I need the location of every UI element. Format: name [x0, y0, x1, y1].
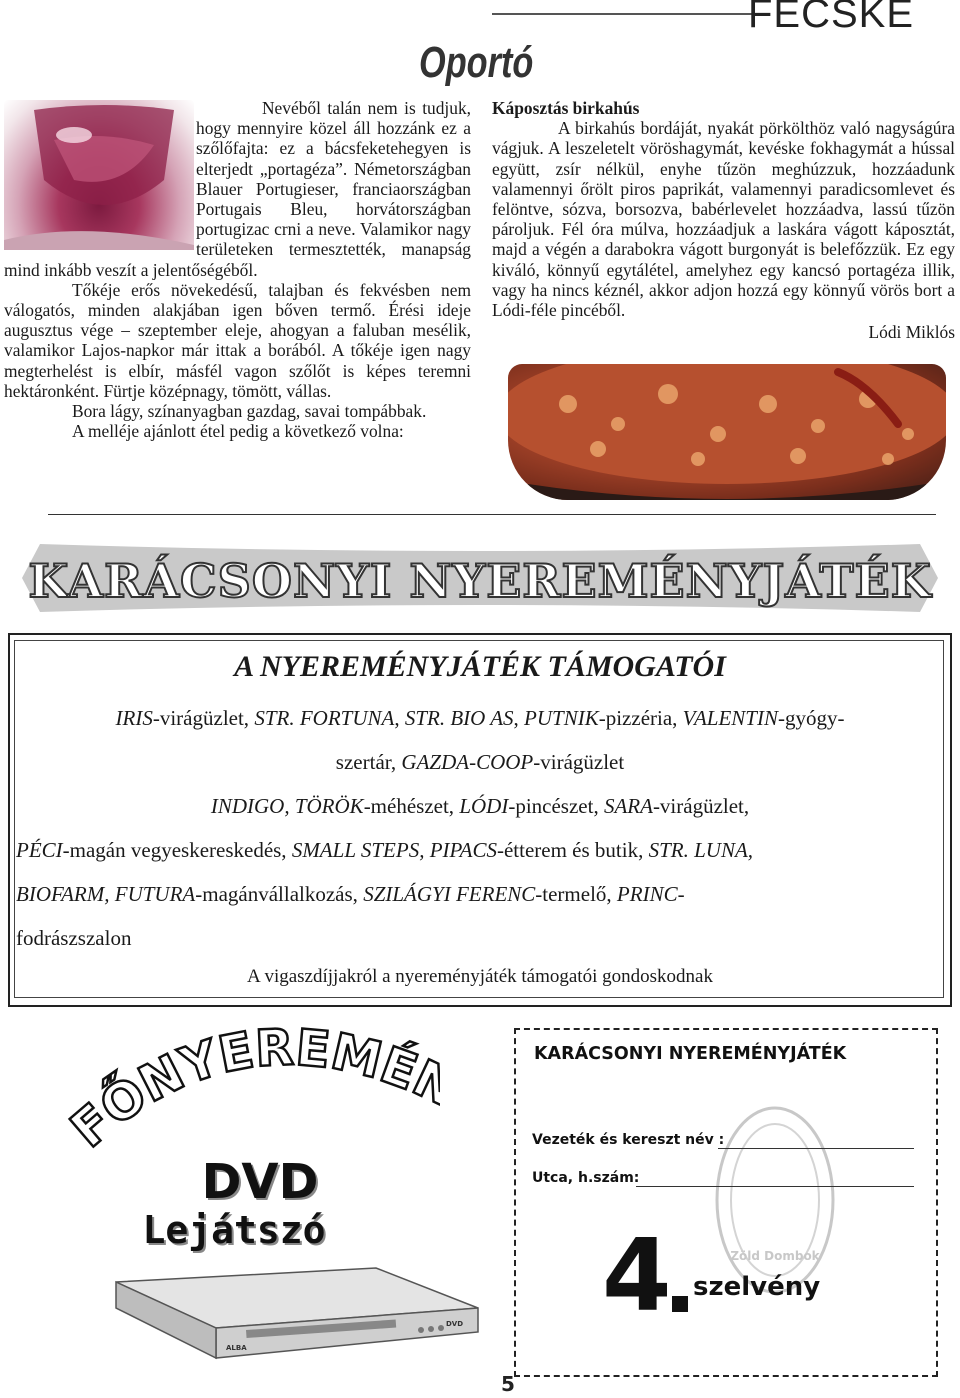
sponsor-name: IRIS [115, 706, 153, 730]
stew-graphic [508, 364, 946, 500]
recipe-body: A birkahús bordáját, nyakát pörkölthöz való nagyságúra vágjuk. A leszeletelt vöröshagymát, kevéske fokhagymát a hússal együtt, zsír nélkül, enyhe tűzön meghúzzuk, hozzáadunk valamennyi őrölt piros paprikát, valamennyi paradicsomlevet és felöntve, sózva, borsozva, babérlevelet hozzáadva, lassú tűzön pároljuk. Fél óra múlva, hozzáadjuk a laskára vágott káposztát, majd a végén a darabokra vágott burgonyát is belefőzzük. Ez egy kiváló, könnyű egytálétel, amelyhez egy kancsó portagéza illik, vagy ha nincs kéznél, akkor adjon hozzá egy könnyű vörös bort a Lódi-féle pincéből. [492, 118, 955, 321]
main-prize-text: FŐNYEREMÉ [60, 1020, 425, 1159]
header-rule [492, 13, 762, 15]
address-field[interactable] [636, 1186, 914, 1187]
sponsor-text: , [394, 706, 405, 730]
main-prize-graphic [60, 1020, 440, 1160]
sponsor-text: -étterem és butik, [496, 838, 649, 862]
sponsor-name: PÉCI [16, 838, 63, 862]
wine-article [4, 98, 471, 441]
sponsor-text: szertár, [335, 750, 402, 774]
sponsor-name: INDIGO, TÖRÖK [210, 794, 364, 818]
dvd-player-graphic [76, 1262, 486, 1382]
recipe-author: Lódi Miklós [868, 322, 955, 343]
consolation-text: A vigaszdíjjakról a nyereményjáték támogatói gondoskodnak [247, 966, 713, 987]
sponsor-text: -magán vegyeskereskedés, [62, 838, 292, 862]
sponsor-name: PRINC [616, 882, 678, 906]
sponsor-name: SZILÁGYI FERENC [363, 882, 536, 906]
stamp-graphic [710, 1100, 840, 1300]
sponsor-text: -virágüzlet, [152, 706, 255, 730]
dvd-logo: DVD [446, 1320, 464, 1328]
sponsor-name: LÓDI [459, 794, 509, 818]
sponsor-line [16, 828, 936, 872]
sponsor-text: fodrászszalon [16, 926, 132, 950]
sponsor-text: -termelő, [535, 882, 617, 906]
prize-item-line2: Lejátszó [142, 1208, 326, 1252]
address-label: Utca, h.szám: [532, 1170, 640, 1186]
image-spacer [4, 98, 196, 258]
sponsor-line [16, 916, 936, 960]
wine-paragraph-4: A melléje ajánlott étel pedig a következő volna: [72, 421, 404, 442]
article-title: Oportó [419, 38, 534, 87]
sponsor-line [0, 740, 960, 784]
sponsor-line [0, 696, 960, 740]
coupon-number-dot [672, 1296, 688, 1312]
sponsor-title: A NYEREMÉNYJÁTÉK TÁMOGATÓI [234, 650, 726, 683]
section-rule [48, 514, 936, 515]
recipe-article [492, 98, 955, 342]
sponsor-name: STR. BIO AS [404, 706, 514, 730]
sponsor-text: -magánvállalkozás, [195, 882, 364, 906]
name-field[interactable] [718, 1148, 914, 1149]
name-label: Vezeték és kereszt név : [532, 1132, 725, 1148]
masthead: FECSKE [747, 0, 914, 36]
stew-image [508, 364, 946, 500]
svg-text:FŐNYEREMÉNY [60, 1020, 440, 1159]
sponsor-name: STR. FORTUNA [254, 706, 395, 730]
sponsor-text: -pincészet, [508, 794, 604, 818]
sponsor-text: -virágüzlet [533, 750, 625, 774]
coupon-number: 4 [602, 1217, 672, 1334]
sponsor-name: BIOFARM, FUTURA [16, 882, 196, 906]
sponsor-name: SMALL STEPS, PIPACS [291, 838, 497, 862]
stamp-seal [710, 1100, 840, 1300]
wine-paragraph-3: Bora lágy, színanyagban gazdag, savai tompábbak. [72, 401, 427, 422]
main-prize-headline [60, 1020, 440, 1160]
wine-paragraph-2: Tőkéje erős növekedésű, talajban és fekvésben nem válogatós, minden alakjában igen bőven termő. Érési ideje augusztus vége – szeptember eleje, ahogyan a faluban mesélik, valamikor Lajos-napkor már ittak a borából. A tőkéje igen nagy megterhelést is elbír, másfél vagon szőlőt is képes teremni hektáronként. Fürtje középnagy, tömött, vállas. [4, 279, 471, 401]
sponsor-line [0, 784, 960, 828]
sponsor-name: GAZDA-COOP [401, 750, 534, 774]
page-number: 5 [501, 1372, 515, 1396]
stamp-text: Zöld Dombok [730, 1249, 820, 1263]
sponsor-text: - [677, 882, 685, 906]
sponsor-text: -virágüzlet, [652, 794, 750, 818]
coupon-word: szelvény [693, 1272, 821, 1302]
coupon-title: KARÁCSONYI NYEREMÉNYJÁTÉK [534, 1044, 847, 1064]
sponsor-text: -méhészet, [363, 794, 460, 818]
banner-title: KARÁCSONYI NYEREMÉNYJÁTÉK [28, 554, 932, 608]
dvd-brand: ALBA [226, 1344, 247, 1352]
prize-item-line1: DVD [201, 1154, 319, 1210]
sponsor-line [16, 872, 936, 916]
sponsor-text: -gyógy- [777, 706, 845, 730]
sponsor-name: STR. LUNA, [648, 838, 754, 862]
sponsor-text: -pizzéria, [598, 706, 683, 730]
sponsor-name: PUTNIK [524, 706, 599, 730]
sponsor-name: SARA [603, 794, 653, 818]
sponsor-text: , [513, 706, 525, 730]
recipe-title: Káposztás birkahús [492, 98, 640, 118]
sponsor-name: VALENTIN [682, 706, 778, 730]
wine-paragraph-1: Nevéből talán nem is tudjuk, hogy mennyire közel áll hozzánk ez a szőlőfajta: ez a bácsfeketehegyen is elterjedt „portagéza”. Németországban Blauer Portugieser, franciaországban Portugais Bleu, horvátországban portugizac crni a neve. Valamikor nagy területeken termesztették, manapság mind inkább veszít a jelentőségéből. [4, 98, 471, 280]
dvd-player-image [76, 1262, 486, 1382]
